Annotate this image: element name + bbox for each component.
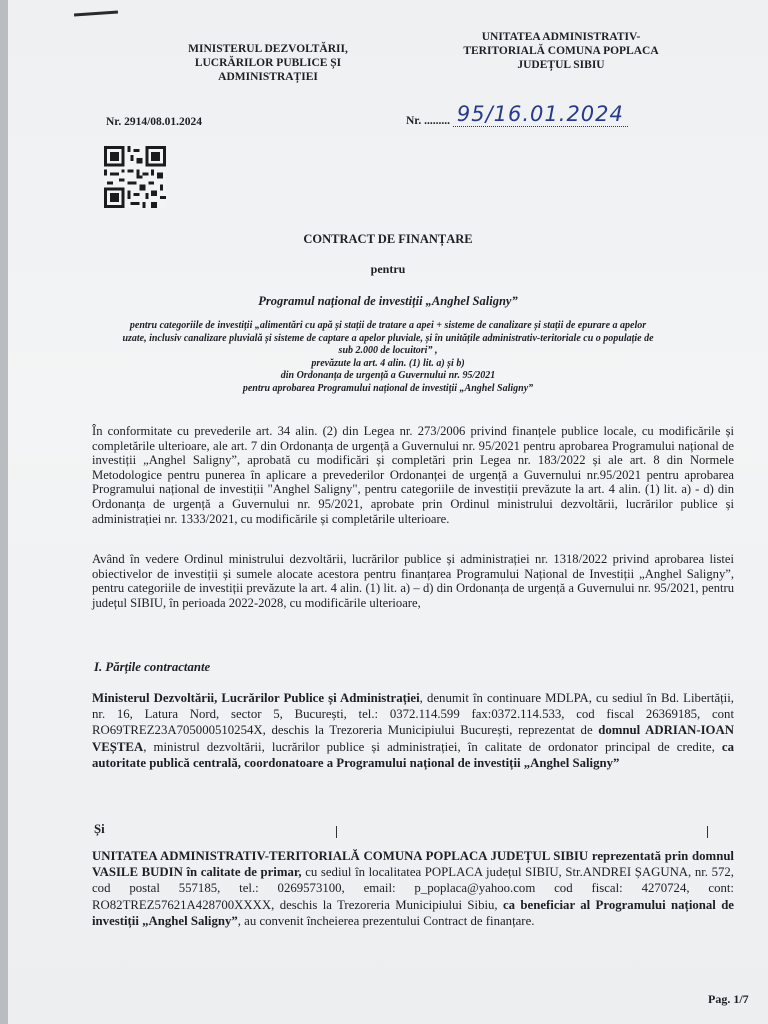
- considering-paragraph: Având în vedere Ordinul ministrului dezvoltării, lucrărilor publice și administrației nr. 1318/2022 privind aprobarea listei obiectivelor de investiții și sumele alocate acestora pentru finanțarea Programului Național de Investiții „Anghel Saligny”, pentru categoriile de investiții prevăzute la art. 4 alin. (1) lit. a) – d) din Ordonanța de urgență a Guvernului nr. 95/2021, pentru județul SIBIU, în perioada 2022-2028, cu modificările ulterioare,: [92, 552, 734, 610]
- subtitle-line: uzate, inclusiv canalizare pluvială și sisteme de captare a apelor pluviale, și în unitățile administrativ-teritoriale cu o populație de: [122, 332, 654, 344]
- representative-name: domnul ADRIAN-IOAN VEȘTEA: [92, 723, 734, 754]
- subtitle-line: sub 2.000 de locuitori” ,: [338, 345, 438, 356]
- uat-header: [426, 30, 696, 72]
- party-role: , ministrul dezvoltării, lucrărilor publice și administrației, în calitate de ordonator principal de credite,: [143, 739, 722, 754]
- pen-mark: [74, 10, 118, 16]
- uat-header-line: UNITATEA ADMINISTRATIV-: [481, 31, 641, 43]
- contract-title: CONTRACT DE FINANȚARE: [303, 232, 473, 246]
- beneficiary-role: ca beneficiar al Programului național de investiții „Anghel Saligny”: [92, 897, 734, 928]
- party-details: , denumit în continuare MDLPA, cu sediul în Bd. Libertății, nr. 16, Latura Nord, sector 5, București, tel.: 0372.114.599 fax:0372.114.533, cod fiscal 26369185, cont RO69TREZ23A705000510254X, deschis la Trezoreria Municipiului București, reprezentat de: [92, 691, 734, 738]
- party-mdlpa-paragraph: [92, 690, 734, 771]
- conjunction-si: Și: [94, 822, 105, 836]
- contract-subtitle: [68, 320, 708, 395]
- uat-header-line: JUDEȚUL SIBIU: [517, 59, 605, 71]
- document-page: [8, 0, 768, 1024]
- ministry-header-line: ADMINISTRAȚIEI: [218, 71, 318, 83]
- subtitle-line: prevăzute la art. 4 alin. (1) lit. a) și b): [311, 357, 465, 369]
- party-name-uat: UNITATEA ADMINISTRATIV-TERITORIALĂ COMUNA POPLACA JUDEȚUL SIBIU reprezentată prin domnul VASILE BUDIN în calitate de primar,: [92, 849, 734, 880]
- handwritten-number: 95/16.01.2024: [453, 102, 628, 127]
- subtitle-line: din Ordonanța de urgență a Guvernului nr. 95/2021: [280, 370, 496, 381]
- party-name-mdlpa: Ministerul Dezvoltării, Lucrărilor Publice și Administrației: [92, 691, 420, 705]
- ministry-header-line: MINISTERUL DEZVOLTĂRII,: [188, 43, 348, 55]
- pen-tick-mark: [336, 826, 337, 838]
- ministry-header-line: LUCRĂRILOR PUBLICE ȘI: [194, 57, 342, 69]
- pen-tick-mark: [707, 826, 708, 838]
- qr-code-icon: [104, 146, 166, 208]
- party-uat-paragraph: [92, 848, 734, 929]
- page-number: Pag. 1/7: [708, 992, 749, 1006]
- uat-header-line: TERITORIALĂ COMUNA POPLACA: [463, 45, 659, 57]
- section-title-parties: I. Părțile contractante: [94, 660, 211, 674]
- registration-number-uat: [406, 102, 628, 127]
- authority-role: ca autoritate publică centrală, coordonatoare a Programului național de investiții „Anghel Saligny”: [92, 739, 734, 770]
- subtitle-line: pentru categoriile de investiții „alimentări cu apă și stații de tratare a apei + sisteme de canalizare și stații de epurare a apelor: [129, 320, 647, 331]
- contract-title-pentru: pentru: [370, 262, 406, 276]
- party-details: cu sediul în localitatea POPLACA județul SIBIU, Str.ANDREI ȘAGUNA, nr. 572, cod postal 557185, tel.: 0269573100, email: p_poplaca@yahoo.com cod fiscal: 4270724, cont: RO82TREZ57621A428700XXXX, deschis la Trezoreria Municipiului Sibiu,: [92, 865, 734, 912]
- subtitle-line: pentru aprobarea Programului național de investiții „Anghel Saligny”: [242, 382, 534, 394]
- preamble-paragraph: În conformitate cu prevederile art. 34 alin. (2) din Legea nr. 273/2006 privind finanțele publice locale, cu modificările și completările ulterioare, ale art. 7 din Ordonanța de urgență a Guvernului nr. 95/2021 pentru aprobarea Programului național de investiții „Anghel Saligny”, aprobată cu modificări și completări prin Legea nr. 183/2022 și ale art. 8 din Normele Metodologice pentru punerea în aplicare a prevederilor Ordonanței de urgență a Guvernului nr.95/2021 pentru aprobarea Programului național de investiții "Anghel Saligny", pentru categoriile de investiții prevăzute la art. 4 alin. (1) lit. a) - d) din Ordonanța de urgență a Guvernului nr. 95/2021, aprobate prin Ordinul ministrului dezvoltării, lucrărilor publice și administrației nr. 1333/2021, cu modificările și completările ulterioare.: [92, 424, 734, 526]
- registration-number-label: Nr. .........: [406, 115, 450, 127]
- registration-number-ministry: Nr. 2914/08.01.2024: [106, 116, 203, 128]
- program-title: Programul național de investiții „Anghel Saligny”: [258, 294, 518, 308]
- agreement-text: , au convenit încheierea prezentului Contract de finanțare.: [237, 913, 535, 928]
- ministry-header: [148, 42, 388, 84]
